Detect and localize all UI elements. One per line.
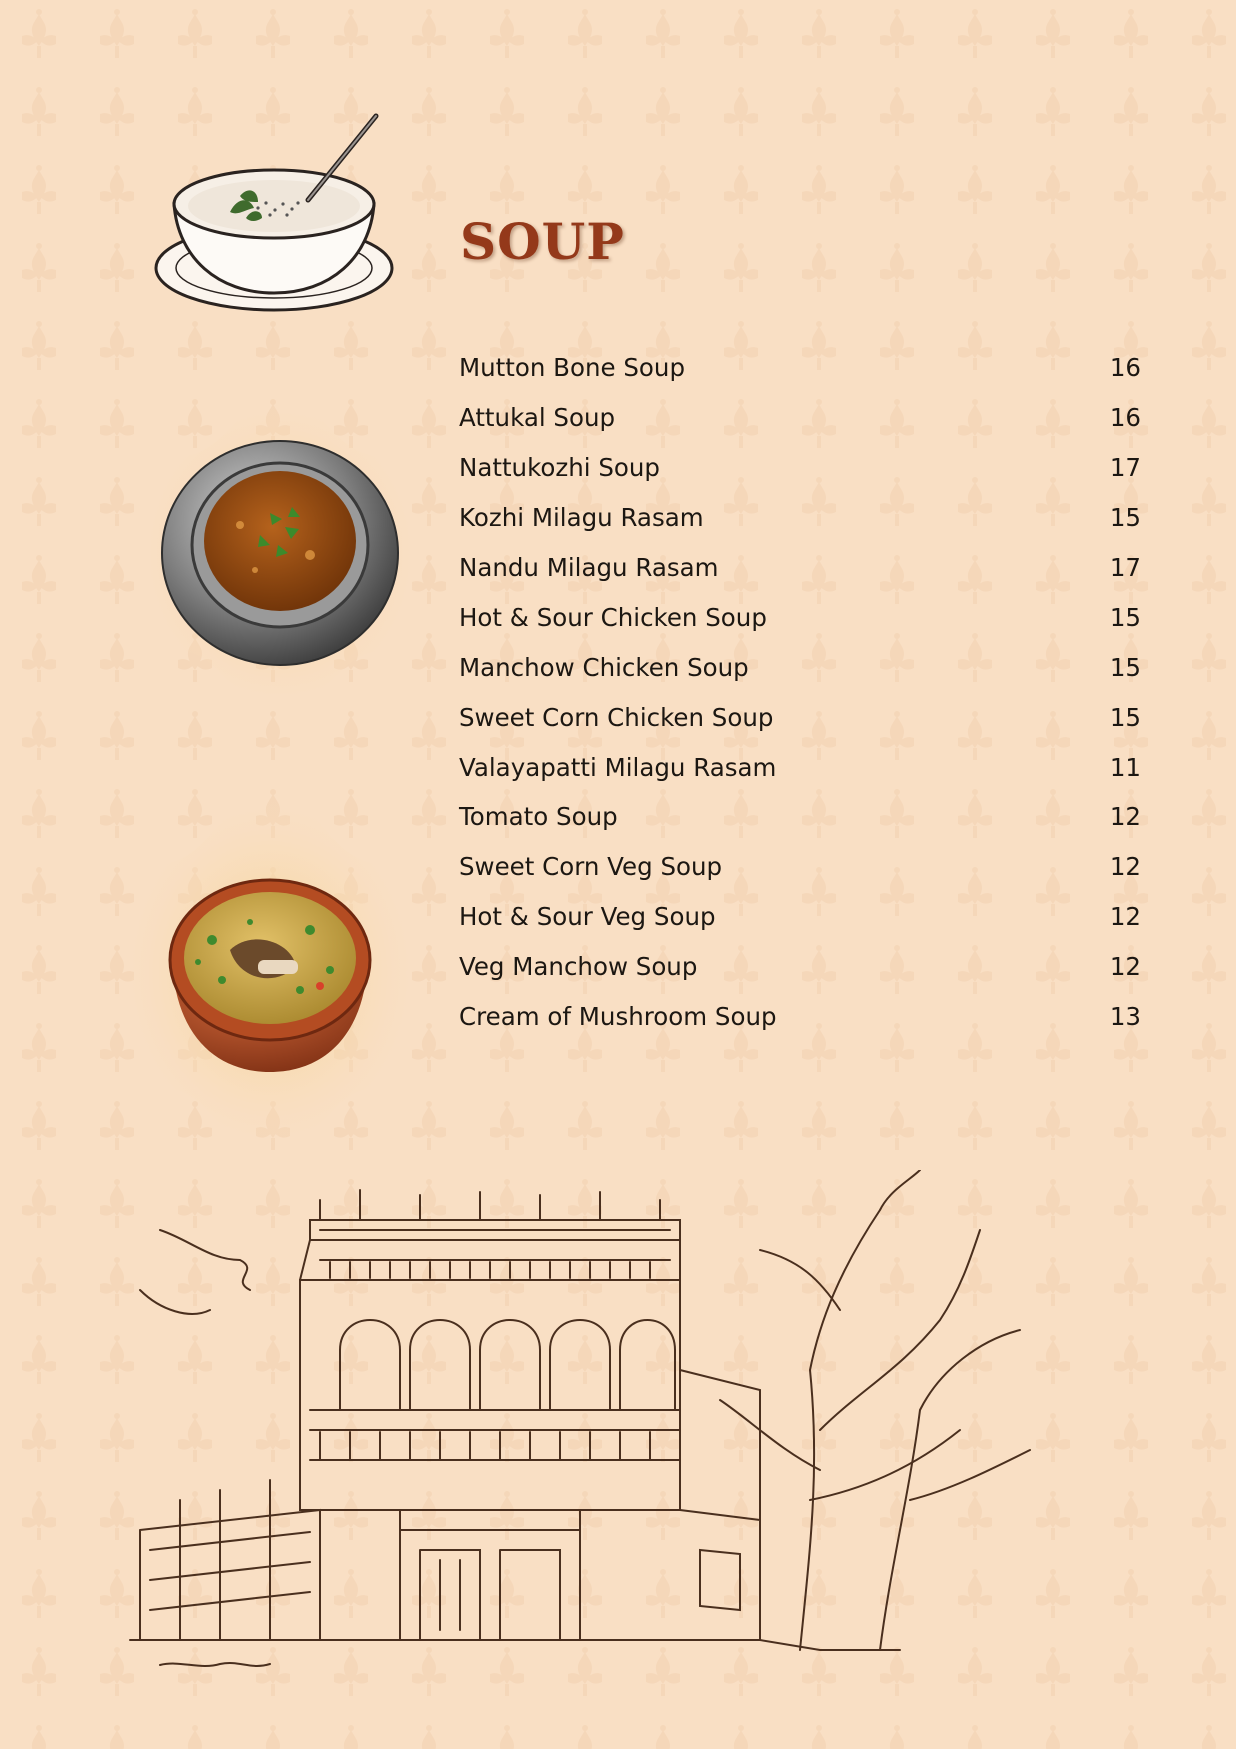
menu-item-price: 15: [1109, 503, 1141, 533]
menu-item-price: 15: [1109, 652, 1141, 682]
menu-item: [459, 543, 1141, 593]
menu-item-price: 12: [1109, 902, 1141, 932]
menu-item-name: Attukal Soup: [459, 403, 616, 433]
menu-item: [459, 642, 1141, 692]
menu-item-price: 12: [1109, 852, 1141, 882]
menu-item-name: Valayapatti Milagu Rasam: [459, 752, 777, 782]
menu-item: [459, 443, 1141, 493]
menu-item-name: Manchow Chicken Soup: [459, 652, 749, 682]
menu-item: [459, 393, 1141, 443]
menu-item-price: 12: [1109, 802, 1141, 832]
menu-item-price: 15: [1109, 702, 1141, 732]
menu-item: [459, 592, 1141, 642]
menu-item-price: 17: [1109, 453, 1141, 483]
menu-item-name: Tomato Soup: [459, 802, 618, 832]
menu-item: [459, 992, 1141, 1042]
soup-bowl-illustration: [148, 108, 408, 338]
menu-item-name: Kozhi Milagu Rasam: [459, 503, 704, 533]
rasam-bowl-photo: [120, 395, 440, 713]
heritage-building-sketch: [120, 1170, 1080, 1710]
menu-item: [459, 892, 1141, 942]
menu-list: [459, 343, 1141, 1041]
menu-item-price: 17: [1109, 553, 1141, 582]
section-title: SOUP: [460, 212, 625, 271]
menu-item-price: 12: [1109, 952, 1141, 982]
menu-item: [459, 792, 1141, 842]
menu-item: [459, 692, 1141, 742]
menu-item: [459, 493, 1141, 543]
menu-item-price: 16: [1109, 403, 1141, 433]
menu-item-name: Sweet Corn Veg Soup: [459, 852, 723, 882]
menu-item-name: Mutton Bone Soup: [459, 353, 685, 383]
menu-item-name: Nandu Milagu Rasam: [459, 553, 719, 582]
menu-item-price: 13: [1109, 1002, 1141, 1032]
menu-item-price: 11: [1109, 752, 1141, 782]
menu-item-name: Veg Manchow Soup: [459, 952, 698, 982]
menu-item-name: Hot & Sour Veg Soup: [459, 902, 716, 932]
menu-item: [459, 343, 1141, 393]
menu-item-name: Hot & Sour Chicken Soup: [459, 602, 767, 632]
menu-item: [459, 842, 1141, 892]
clay-pot-soup-photo: [100, 790, 440, 1156]
menu-item-price: 15: [1109, 602, 1141, 632]
menu-item-name: Sweet Corn Chicken Soup: [459, 702, 774, 732]
menu-item-name: Cream of Mushroom Soup: [459, 1002, 777, 1032]
menu-item-name: Nattukozhi Soup: [459, 453, 660, 483]
menu-item-price: 16: [1109, 353, 1141, 383]
menu-item: [459, 942, 1141, 992]
menu-item: [459, 742, 1141, 792]
